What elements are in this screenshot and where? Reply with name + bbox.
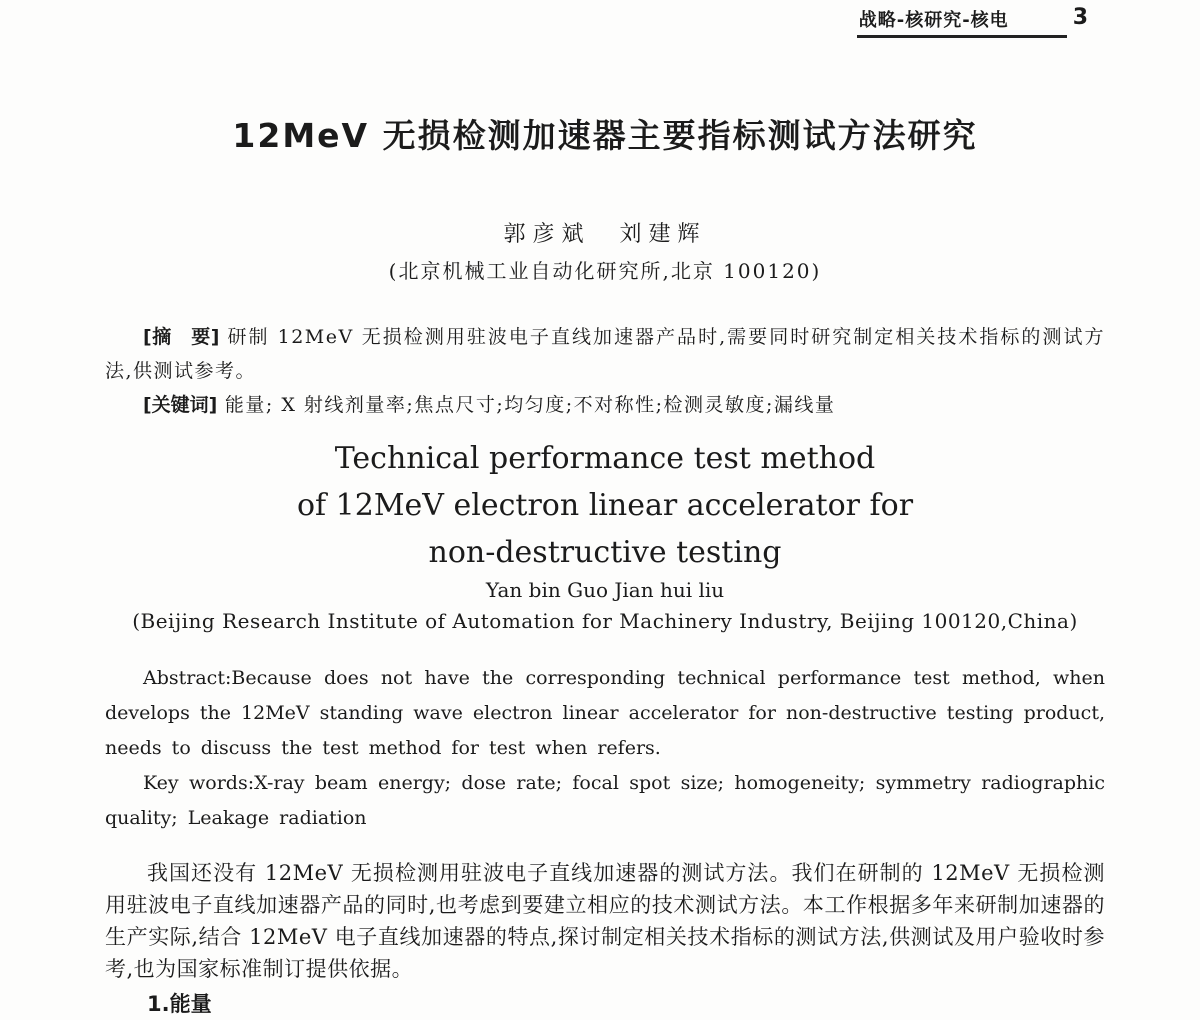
body-paragraph-1: 我国还没有 12MeV 无损检测用驻波电子直线加速器的测试方法。我们在研制的 12MeV 无损检测用驻波电子直线加速器产品的同时,也考虑到要建立相应的技术测试方法。本工作根据多年来研制加速器的生产实际,结合 12MeV 电子直线加速器的特点,探讨制定相关技术指标的测试方法,供测试及用户验收时参考,也为国家标准制订提供依据。 bbox=[105, 861, 1105, 981]
abstract-label-english: Abstract: bbox=[143, 667, 232, 689]
article-title-chinese: 12MeV 无损检测加速器主要指标测试方法研究 bbox=[232, 116, 978, 155]
authors-chinese: 郭彦斌 刘建辉 bbox=[503, 222, 707, 247]
abstract-english bbox=[105, 661, 1105, 766]
keywords-label-english: Key words: bbox=[143, 772, 255, 794]
keywords-text-english: X-ray beam energy; dose rate; focal spot size; homogeneity; symmetry radiographic quality; Leakage radiation bbox=[105, 772, 1105, 829]
authors-english: Yan bin Guo Jian hui liu bbox=[485, 578, 725, 602]
title-english-line-2: of 12MeV electron linear accelerator for bbox=[296, 488, 914, 523]
page-number: 3 bbox=[1072, 5, 1088, 30]
title-english-line-1: Technical performance test method bbox=[334, 441, 876, 476]
title-english-line-3: non-destructive testing bbox=[428, 535, 782, 570]
affiliation-english: (Beijing Research Institute of Automation for Machinery Industry, Beijing 100120,China) bbox=[132, 609, 1078, 633]
article-title-english bbox=[105, 435, 1105, 576]
abstract-text-english: Because does not have the corresponding technical performance test method, when develops the 12MeV standing wave electron linear accelerator for non-destructive testing product, needs to discuss the test method for test when refers. bbox=[105, 667, 1105, 759]
keywords-english bbox=[105, 766, 1105, 836]
section-1-heading: 1.能量 bbox=[147, 992, 212, 1016]
keywords-text-chinese: 能量; X 射线剂量率;焦点尺寸;均匀度;不对称性;检测灵敏度;漏线量 bbox=[217, 394, 836, 416]
keywords-chinese bbox=[105, 388, 1105, 422]
abstract-label-chinese: [摘 要] bbox=[143, 326, 220, 348]
keywords-label-chinese: [关键词] bbox=[143, 394, 218, 416]
page-header bbox=[857, 6, 1088, 38]
journal-section-label: 战略-核研究-核电 bbox=[857, 6, 1067, 38]
abstract-chinese bbox=[105, 320, 1105, 388]
abstract-text-chinese: 研制 12MeV 无损检测用驻波电子直线加速器产品时,需要同时研究制定相关技术指标的测试方法,供测试参考。 bbox=[105, 326, 1105, 382]
affiliation-chinese: (北京机械工业自动化研究所,北京 100120) bbox=[388, 259, 822, 283]
